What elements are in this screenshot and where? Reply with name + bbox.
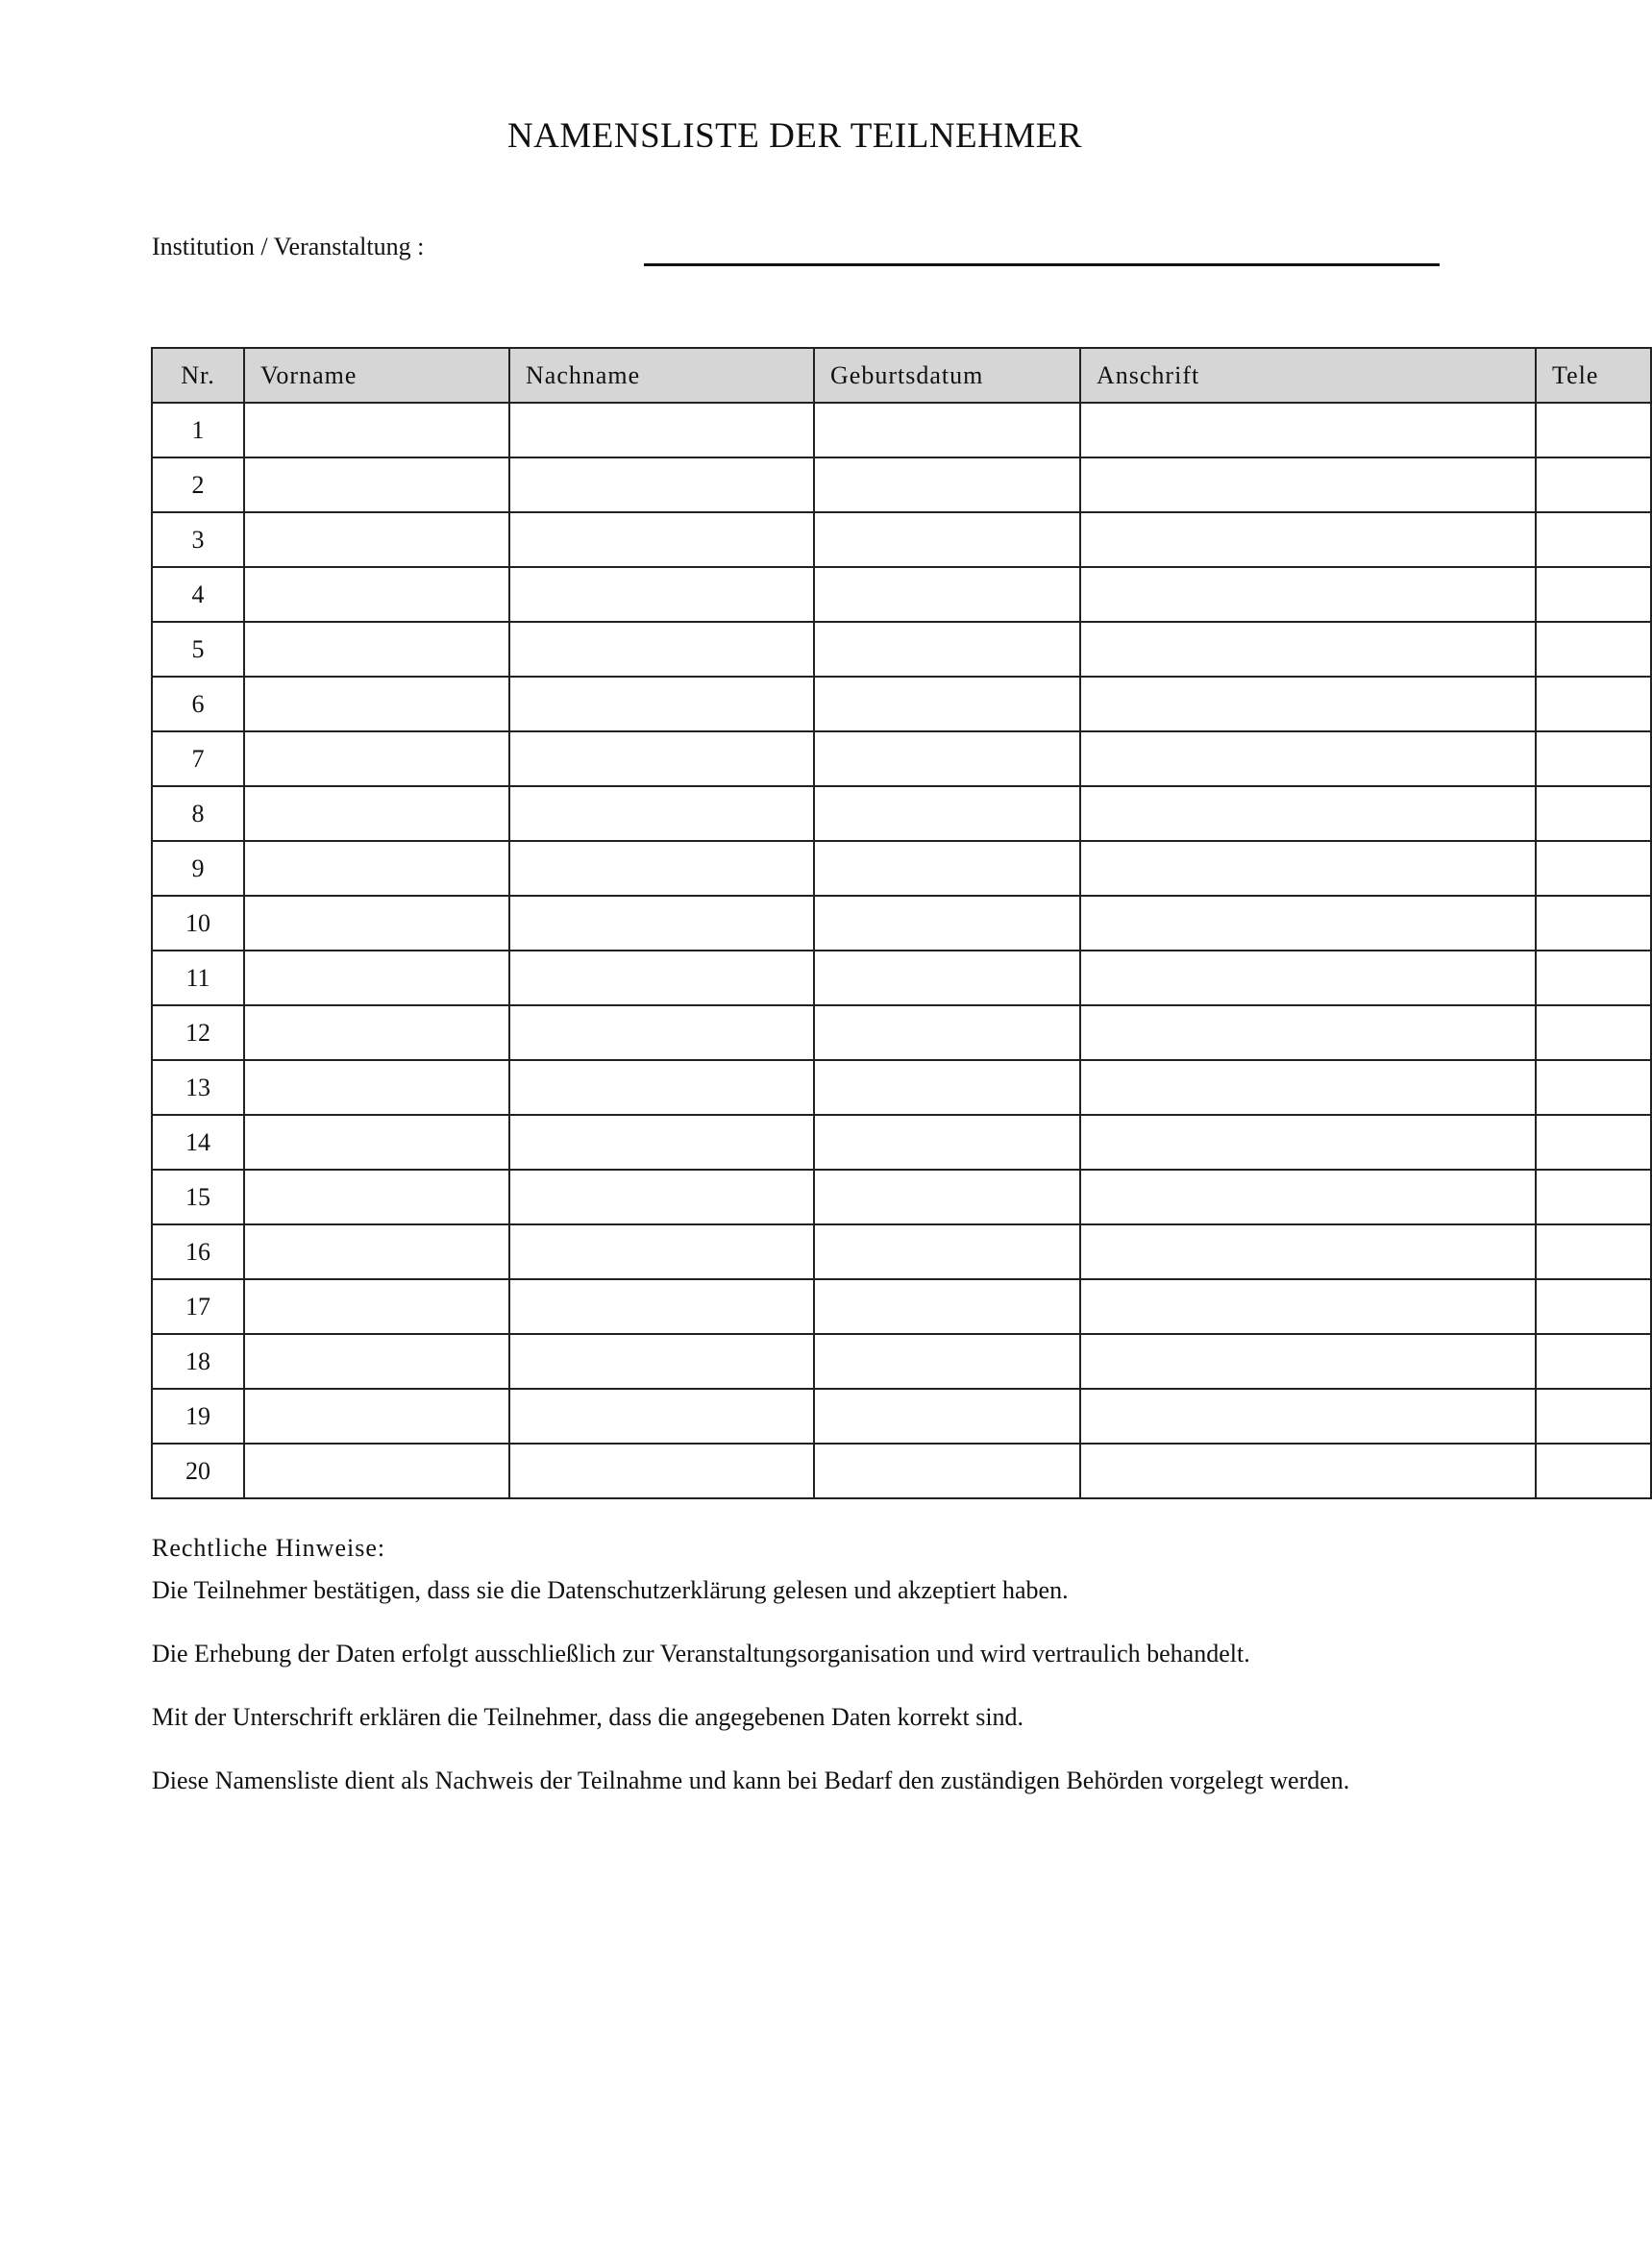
cell-anschrift[interactable] xyxy=(1080,1115,1536,1170)
table-row xyxy=(152,951,1651,1005)
cell-telefon[interactable] xyxy=(1536,567,1651,622)
cell-geburtsdatum[interactable] xyxy=(814,1279,1080,1334)
header-anschrift: Anschrift xyxy=(1080,348,1536,403)
cell-geburtsdatum[interactable] xyxy=(814,677,1080,731)
table-row xyxy=(152,622,1651,677)
cell-vorname[interactable] xyxy=(244,677,509,731)
cell-anschrift[interactable] xyxy=(1080,1060,1536,1115)
legal-notes xyxy=(152,1534,1536,1830)
cell-nachname[interactable] xyxy=(509,951,814,1005)
row-number: 11 xyxy=(152,951,244,1005)
cell-vorname[interactable] xyxy=(244,731,509,786)
row-number: 12 xyxy=(152,1005,244,1060)
table-body xyxy=(152,403,1651,1498)
cell-anschrift[interactable] xyxy=(1080,896,1536,951)
table-row xyxy=(152,1060,1651,1115)
cell-telefon[interactable] xyxy=(1536,1224,1651,1279)
cell-anschrift[interactable] xyxy=(1080,1444,1536,1498)
cell-anschrift[interactable] xyxy=(1080,1279,1536,1334)
cell-nachname[interactable] xyxy=(509,1279,814,1334)
cell-geburtsdatum[interactable] xyxy=(814,1334,1080,1389)
row-number: 8 xyxy=(152,786,244,841)
cell-geburtsdatum[interactable] xyxy=(814,896,1080,951)
cell-vorname[interactable] xyxy=(244,896,509,951)
cell-vorname[interactable] xyxy=(244,1389,509,1444)
row-number: 14 xyxy=(152,1115,244,1170)
table-row xyxy=(152,731,1651,786)
table-row xyxy=(152,1389,1651,1444)
cell-geburtsdatum[interactable] xyxy=(814,1444,1080,1498)
row-number: 19 xyxy=(152,1389,244,1444)
legal-note: Mit der Unterschrift erklären die Teilnehmer, dass die angegebenen Daten korrekt sind. xyxy=(152,1703,1024,1731)
cell-nachname[interactable] xyxy=(509,1389,814,1444)
cell-vorname[interactable] xyxy=(244,951,509,1005)
cell-anschrift[interactable] xyxy=(1080,403,1536,457)
cell-anschrift[interactable] xyxy=(1080,1005,1536,1060)
cell-anschrift[interactable] xyxy=(1080,1334,1536,1389)
cell-telefon[interactable] xyxy=(1536,1005,1651,1060)
table-header-row xyxy=(152,348,1651,403)
table-row xyxy=(152,567,1651,622)
cell-anschrift[interactable] xyxy=(1080,457,1536,512)
cell-nachname[interactable] xyxy=(509,1444,814,1498)
row-number: 15 xyxy=(152,1170,244,1224)
cell-vorname[interactable] xyxy=(244,512,509,567)
cell-nachname[interactable] xyxy=(509,1115,814,1170)
cell-geburtsdatum[interactable] xyxy=(814,1060,1080,1115)
table-row xyxy=(152,677,1651,731)
cell-anschrift[interactable] xyxy=(1080,841,1536,896)
cell-vorname[interactable] xyxy=(244,786,509,841)
row-number: 7 xyxy=(152,731,244,786)
cell-telefon[interactable] xyxy=(1536,1444,1651,1498)
cell-anschrift[interactable] xyxy=(1080,1224,1536,1279)
table-row xyxy=(152,1115,1651,1170)
row-number: 10 xyxy=(152,896,244,951)
cell-vorname[interactable] xyxy=(244,1444,509,1498)
cell-anschrift[interactable] xyxy=(1080,677,1536,731)
table-row xyxy=(152,786,1651,841)
cell-geburtsdatum[interactable] xyxy=(814,622,1080,677)
cell-geburtsdatum[interactable] xyxy=(814,1389,1080,1444)
row-number: 20 xyxy=(152,1444,244,1498)
cell-vorname[interactable] xyxy=(244,567,509,622)
cell-geburtsdatum[interactable] xyxy=(814,1115,1080,1170)
cell-nachname[interactable] xyxy=(509,1224,814,1279)
row-number: 2 xyxy=(152,457,244,512)
cell-nachname[interactable] xyxy=(509,512,814,567)
legal-notes-title: Rechtliche Hinweise: xyxy=(152,1534,386,1562)
row-number: 6 xyxy=(152,677,244,731)
table-row xyxy=(152,1334,1651,1389)
row-number: 4 xyxy=(152,567,244,622)
table-row xyxy=(152,841,1651,896)
cell-anschrift[interactable] xyxy=(1080,1170,1536,1224)
cell-vorname[interactable] xyxy=(244,1060,509,1115)
row-number: 1 xyxy=(152,403,244,457)
cell-telefon[interactable] xyxy=(1536,1279,1651,1334)
header-vorname: Vorname xyxy=(244,348,509,403)
row-number: 5 xyxy=(152,622,244,677)
cell-anschrift[interactable] xyxy=(1080,951,1536,1005)
cell-vorname[interactable] xyxy=(244,622,509,677)
cell-geburtsdatum[interactable] xyxy=(814,951,1080,1005)
table-row xyxy=(152,1444,1651,1498)
table-row xyxy=(152,1170,1651,1224)
legal-note: Die Teilnehmer bestätigen, dass sie die Datenschutzerklärung gelesen und akzeptiert haben. xyxy=(152,1576,1069,1604)
cell-nachname[interactable] xyxy=(509,677,814,731)
cell-geburtsdatum[interactable] xyxy=(814,786,1080,841)
page-title: NAMENSLISTE DER TEILNEHMER xyxy=(506,116,1083,156)
cell-vorname[interactable] xyxy=(244,403,509,457)
cell-vorname[interactable] xyxy=(244,1224,509,1279)
cell-nachname[interactable] xyxy=(509,457,814,512)
cell-telefon[interactable] xyxy=(1536,1060,1651,1115)
row-number: 13 xyxy=(152,1060,244,1115)
cell-nachname[interactable] xyxy=(509,403,814,457)
cell-anschrift[interactable] xyxy=(1080,731,1536,786)
cell-geburtsdatum[interactable] xyxy=(814,841,1080,896)
cell-nachname[interactable] xyxy=(509,1005,814,1060)
table-row xyxy=(152,1279,1651,1334)
cell-telefon[interactable] xyxy=(1536,677,1651,731)
row-number: 9 xyxy=(152,841,244,896)
cell-geburtsdatum[interactable] xyxy=(814,731,1080,786)
table-row xyxy=(152,403,1651,457)
legal-note: Diese Namensliste dient als Nachweis der Teilnahme und kann bei Bedarf den zuständigen Behörden vorgelegt werden. xyxy=(152,1766,1350,1794)
header-nachname: Nachname xyxy=(509,348,814,403)
cell-nachname[interactable] xyxy=(509,622,814,677)
institution-label: Institution / Veranstaltung : xyxy=(152,233,425,260)
cell-geburtsdatum[interactable] xyxy=(814,457,1080,512)
cell-telefon[interactable] xyxy=(1536,622,1651,677)
participants-table xyxy=(151,347,1652,1499)
cell-nachname[interactable] xyxy=(509,841,814,896)
cell-telefon[interactable] xyxy=(1536,512,1651,567)
cell-nachname[interactable] xyxy=(509,731,814,786)
cell-vorname[interactable] xyxy=(244,1170,509,1224)
cell-nachname[interactable] xyxy=(509,1170,814,1224)
table-row xyxy=(152,1224,1651,1279)
cell-telefon[interactable] xyxy=(1536,1334,1651,1389)
institution-input-line[interactable] xyxy=(644,263,1440,266)
cell-geburtsdatum[interactable] xyxy=(814,403,1080,457)
row-number: 17 xyxy=(152,1279,244,1334)
cell-telefon[interactable] xyxy=(1536,951,1651,1005)
cell-vorname[interactable] xyxy=(244,1005,509,1060)
cell-nachname[interactable] xyxy=(509,786,814,841)
cell-telefon[interactable] xyxy=(1536,1115,1651,1170)
participants-table-wrapper xyxy=(151,347,1599,1485)
cell-geburtsdatum[interactable] xyxy=(814,1170,1080,1224)
cell-geburtsdatum[interactable] xyxy=(814,1224,1080,1279)
header-nr: Nr. xyxy=(152,348,244,403)
row-number: 16 xyxy=(152,1224,244,1279)
cell-vorname[interactable] xyxy=(244,457,509,512)
header-geburtsdatum: Geburtsdatum xyxy=(814,348,1080,403)
cell-nachname[interactable] xyxy=(509,896,814,951)
cell-vorname[interactable] xyxy=(244,1334,509,1389)
row-number: 3 xyxy=(152,512,244,567)
cell-nachname[interactable] xyxy=(509,1060,814,1115)
cell-telefon[interactable] xyxy=(1536,1389,1651,1444)
cell-anschrift[interactable] xyxy=(1080,786,1536,841)
cell-telefon[interactable] xyxy=(1536,731,1651,786)
legal-note: Die Erhebung der Daten erfolgt ausschließlich zur Veranstaltungsorganisation und wird vertraulich behandelt. xyxy=(152,1640,1250,1667)
cell-geburtsdatum[interactable] xyxy=(814,1005,1080,1060)
cell-telefon[interactable] xyxy=(1536,786,1651,841)
cell-vorname[interactable] xyxy=(244,841,509,896)
cell-nachname[interactable] xyxy=(509,1334,814,1389)
cell-nachname[interactable] xyxy=(509,567,814,622)
cell-telefon[interactable] xyxy=(1536,1170,1651,1224)
cell-telefon[interactable] xyxy=(1536,841,1651,896)
table-row xyxy=(152,457,1651,512)
cell-anschrift[interactable] xyxy=(1080,567,1536,622)
table-row xyxy=(152,896,1651,951)
cell-anschrift[interactable] xyxy=(1080,622,1536,677)
row-number: 18 xyxy=(152,1334,244,1389)
cell-telefon[interactable] xyxy=(1536,896,1651,951)
cell-telefon[interactable] xyxy=(1536,457,1651,512)
cell-telefon[interactable] xyxy=(1536,403,1651,457)
table-row xyxy=(152,1005,1651,1060)
cell-vorname[interactable] xyxy=(244,1115,509,1170)
header-telefon: Tele xyxy=(1536,348,1651,403)
cell-vorname[interactable] xyxy=(244,1279,509,1334)
cell-anschrift[interactable] xyxy=(1080,1389,1536,1444)
cell-anschrift[interactable] xyxy=(1080,512,1536,567)
cell-geburtsdatum[interactable] xyxy=(814,512,1080,567)
cell-geburtsdatum[interactable] xyxy=(814,567,1080,622)
table-row xyxy=(152,512,1651,567)
